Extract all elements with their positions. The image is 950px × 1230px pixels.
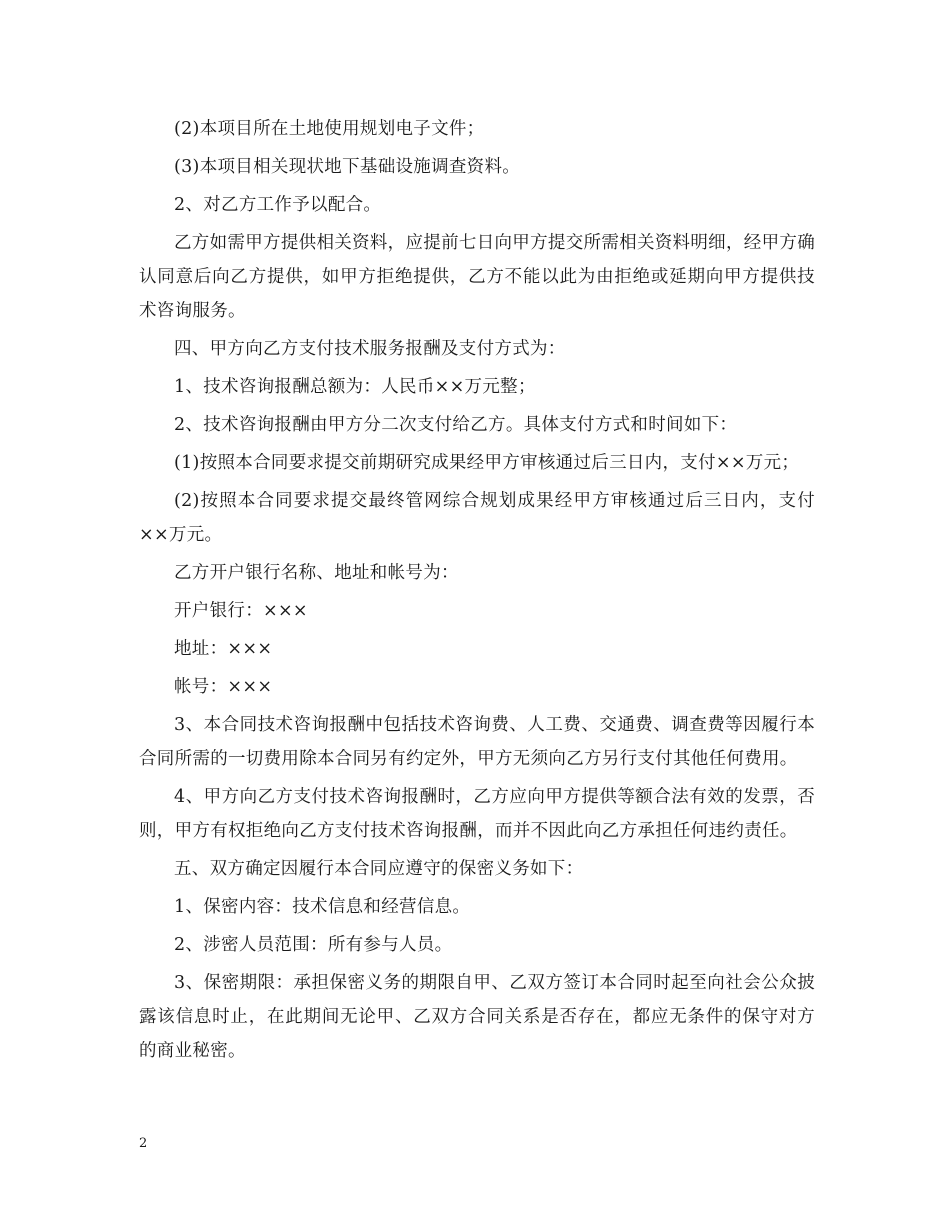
bank-address-line: 地址：××× bbox=[174, 639, 273, 659]
paragraph: 乙方如需甲方提供相关资料，应提前七日向甲方提交所需相关资料明细，经甲方确认同意后向乙方提供，如甲方拒绝提供，乙方不能以此为由拒绝或延期向甲方提供技术咨询服务。 bbox=[139, 233, 815, 321]
paragraph: 1、技术咨询报酬总额为：人民币××万元整； bbox=[174, 377, 536, 397]
paragraph: 3、保密期限：承担保密义务的期限自甲、乙双方签订本合同时起至向社会公众披露该信息时止，在此期间无论甲、乙双方合同关系是否存在，都应无条件的保守对方的商业秘密。 bbox=[139, 973, 815, 1061]
paragraph: (2)本项目所在土地使用规划电子文件； bbox=[174, 119, 485, 139]
bank-name-line: 开户银行：××× bbox=[174, 601, 308, 621]
paragraph: 2、涉密人员范围：所有参与人员。 bbox=[174, 935, 453, 955]
paragraph: 4、甲方向乙方支付技术咨询报酬时，乙方应向甲方提供等额合法有效的发票，否则，甲方有权拒绝向乙方支付技术咨询报酬，而并不因此向乙方承担任何违约责任。 bbox=[139, 787, 815, 841]
section-heading: 五、双方确定因履行本合同应遵守的保密义务如下： bbox=[174, 859, 584, 879]
paragraph: 2、对乙方工作予以配合。 bbox=[174, 195, 382, 215]
bank-account-line: 帐号：××× bbox=[174, 677, 273, 697]
paragraph: (2)按照本合同要求提交最终管网综合规划成果经甲方审核通过后三日内，支付××万元。 bbox=[139, 491, 815, 545]
document-body bbox=[139, 112, 815, 1072]
page-number: 2 bbox=[139, 1136, 148, 1151]
section-heading: 四、甲方向乙方支付技术服务报酬及支付方式为： bbox=[174, 339, 566, 359]
paragraph: 1、保密内容：技术信息和经营信息。 bbox=[174, 897, 471, 917]
paragraph: 2、技术咨询报酬由甲方分二次支付给乙方。具体支付方式和时间如下： bbox=[174, 415, 738, 435]
paragraph: (3)本项目相关现状地下基础设施调查资料。 bbox=[174, 157, 521, 177]
paragraph: 3、本合同技术咨询报酬中包括技术咨询费、人工费、交通费、调查费等因履行本合同所需的一切费用除本合同另有约定外，甲方无须向乙方另行支付其他任何费用。 bbox=[139, 715, 815, 769]
paragraph: (1)按照本合同要求提交前期研究成果经甲方审核通过后三日内，支付××万元； bbox=[174, 453, 800, 473]
paragraph: 乙方开户银行名称、地址和帐号为： bbox=[174, 563, 459, 583]
